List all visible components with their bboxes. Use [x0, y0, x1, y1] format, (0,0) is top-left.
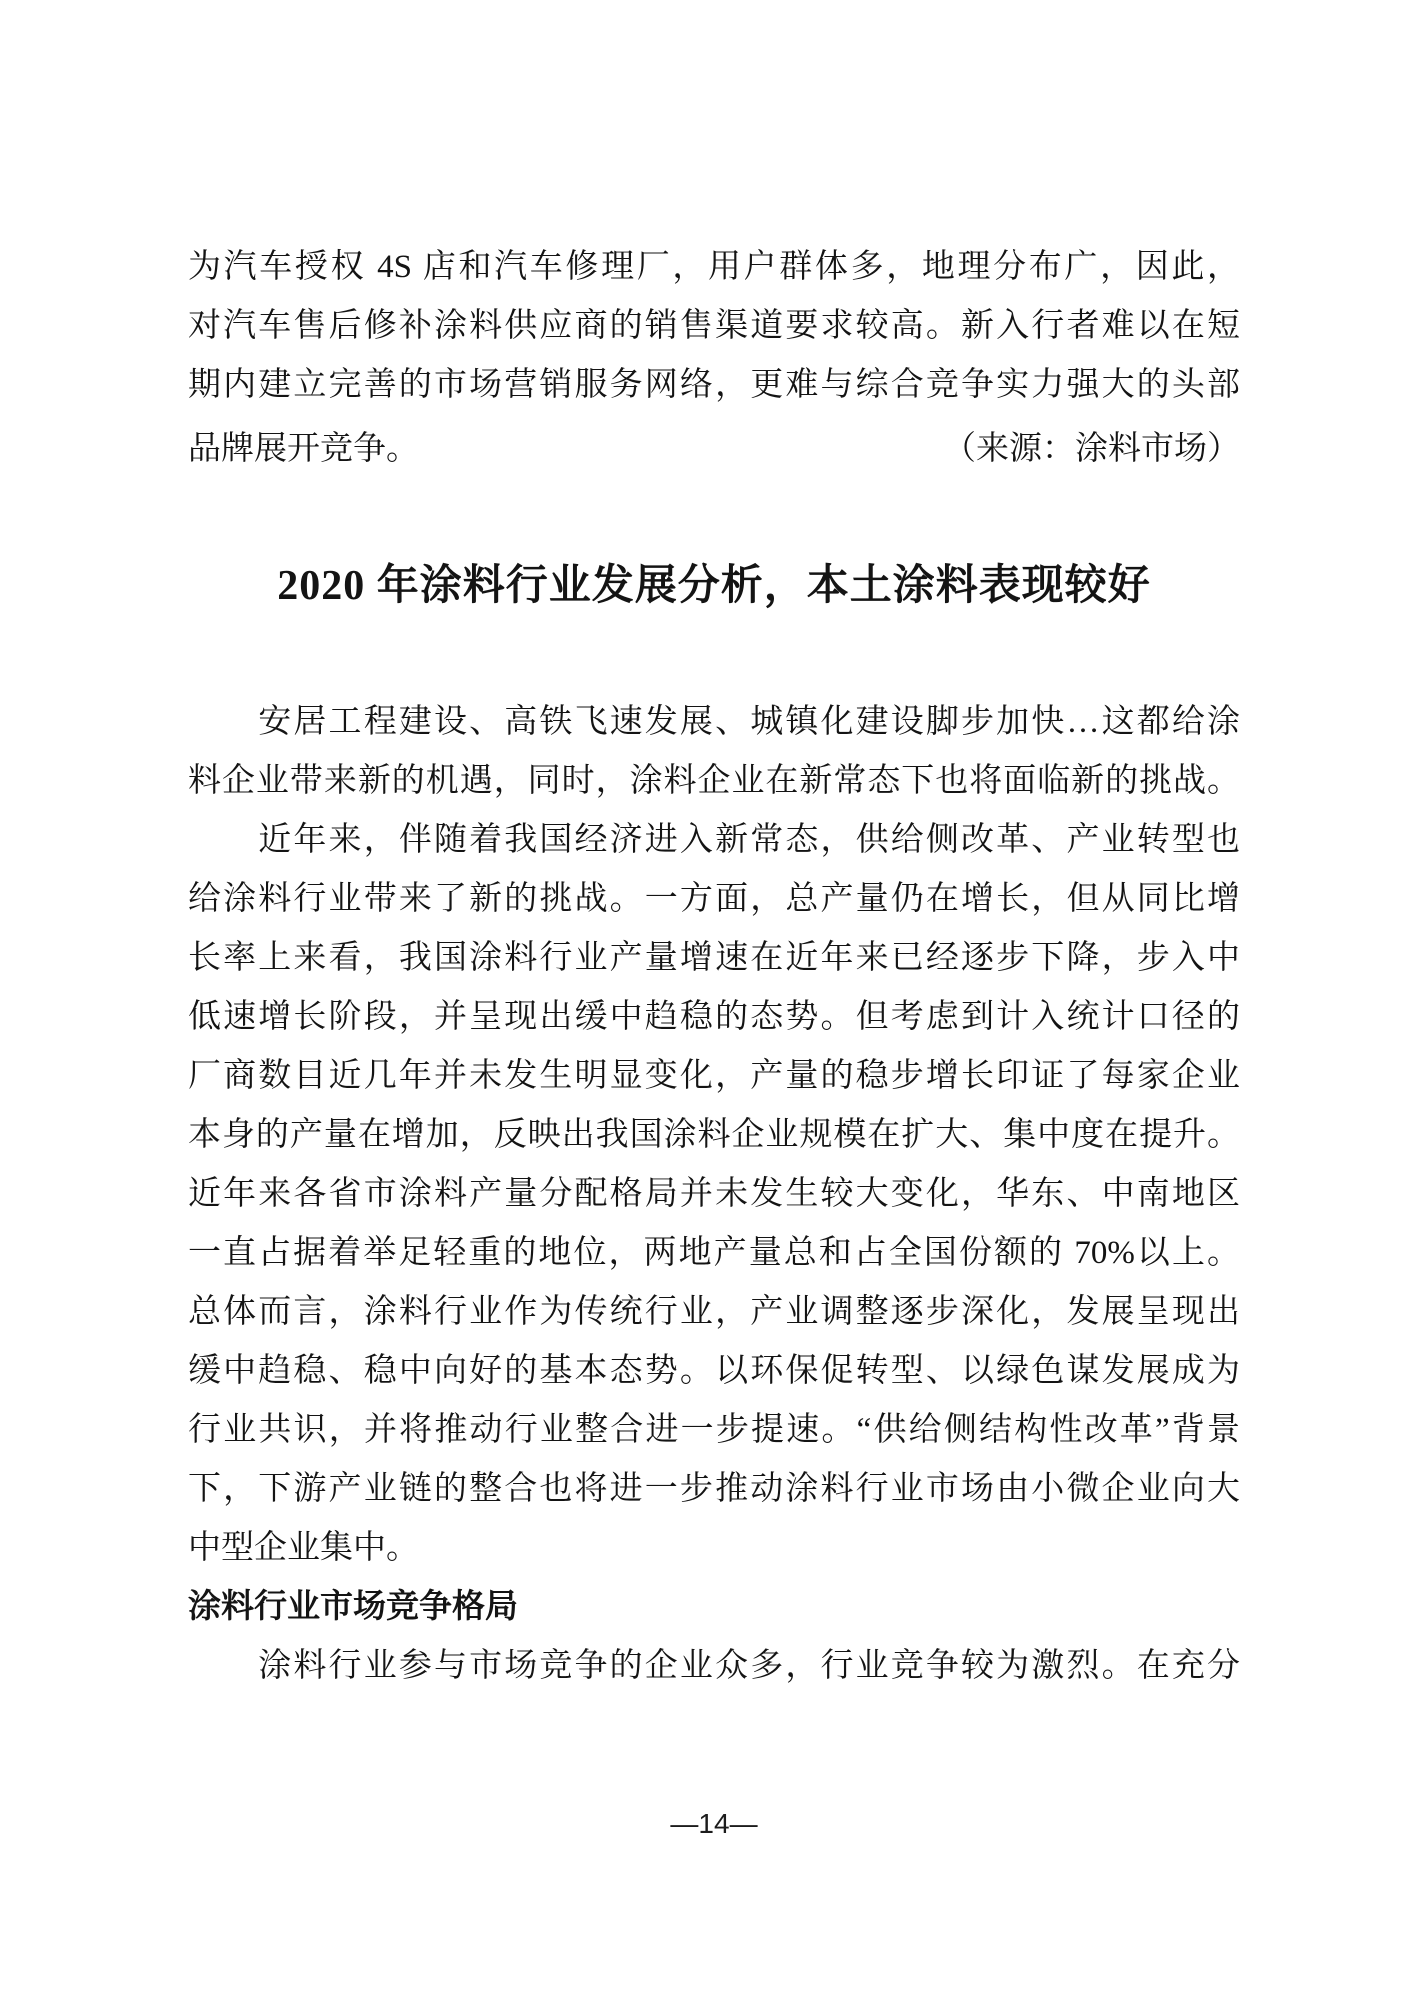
intro-paragraph [188, 238, 1240, 415]
paragraph-line: 长率上来看，我国涂料行业产量增速在近年来已经逐步下降，步入中 [188, 940, 1240, 976]
article-body [188, 693, 1240, 1696]
paragraph-line: 本身的产量在增加，反映出我国涂料企业规模在扩大、集中度在提升。 [188, 1117, 1240, 1153]
paragraph-line: 总体而言，涂料行业作为传统行业，产业调整逐步深化，发展呈现出 [188, 1294, 1240, 1330]
body-paragraph-1 [188, 693, 1240, 811]
body-paragraph-3 [188, 1637, 1240, 1696]
text-column [188, 238, 1240, 1696]
paragraph-line: 对汽车售后修补涂料供应商的销售渠道要求较高。新入行者难以在短 [188, 308, 1240, 344]
paragraph-line: 厂商数目近几年并未发生明显变化，产量的稳步增长印证了每家企业 [188, 1058, 1240, 1094]
page-number: —14— [670, 1808, 758, 1839]
article-title: 2020 年涂料行业发展分析，本土涂料表现较好 [277, 563, 1151, 609]
paragraph-line: 近年来，伴随着我国经济进入新常态，供给侧改革、产业转型也 [188, 822, 1240, 858]
paragraph-line: 安居工程建设、高铁飞速发展、城镇化建设脚步加快…这都给涂 [188, 704, 1240, 740]
paragraph-line: 缓中趋稳、稳中向好的基本态势。以环保促转型、以绿色谋发展成为 [188, 1353, 1240, 1389]
paragraph-line: 给涂料行业带来了新的挑战。一方面，总产量仍在增长，但从同比增 [188, 881, 1240, 917]
source-attribution: （来源：涂料市场） [943, 431, 1240, 467]
paragraph-line: 料企业带来新的机遇，同时，涂料企业在新常态下也将面临新的挑战。 [188, 763, 1240, 799]
paragraph-line: 行业共识，并将推动行业整合进一步提速。“供给侧结构性改革”背景 [188, 1412, 1240, 1448]
paragraph-line: 低速增长阶段，并呈现出缓中趋稳的态势。但考虑到计入统计口径的 [188, 999, 1240, 1035]
paragraph-line: 近年来各省市涂料产量分配格局并未发生较大变化，华东、中南地区 [188, 1176, 1240, 1212]
paragraph-line: 中型企业集中。 [188, 1530, 419, 1566]
paragraph-line: 下，下游产业链的整合也将进一步推动涂料行业市场由小微企业向大 [188, 1471, 1240, 1507]
paragraph-line: 为汽车授权 4S 店和汽车修理厂，用户群体多，地理分布广，因此， [188, 249, 1240, 285]
intro-last-line-text: 品牌展开竞争。 [188, 431, 419, 467]
section-heading: 涂料行业市场竞争格局 [188, 1589, 518, 1625]
paragraph-line: 一直占据着举足轻重的地位，两地产量总和占全国份额的 70%以上。 [188, 1235, 1240, 1271]
body-paragraph-2 [188, 811, 1240, 1578]
paragraph-line: 期内建立完善的市场营销服务网络，更难与综合竞争实力强大的头部 [188, 367, 1240, 403]
intro-paragraph-last-line [188, 415, 1240, 483]
paragraph-line: 涂料行业参与市场竞争的企业众多，行业竞争较为激烈。在充分 [188, 1648, 1240, 1684]
